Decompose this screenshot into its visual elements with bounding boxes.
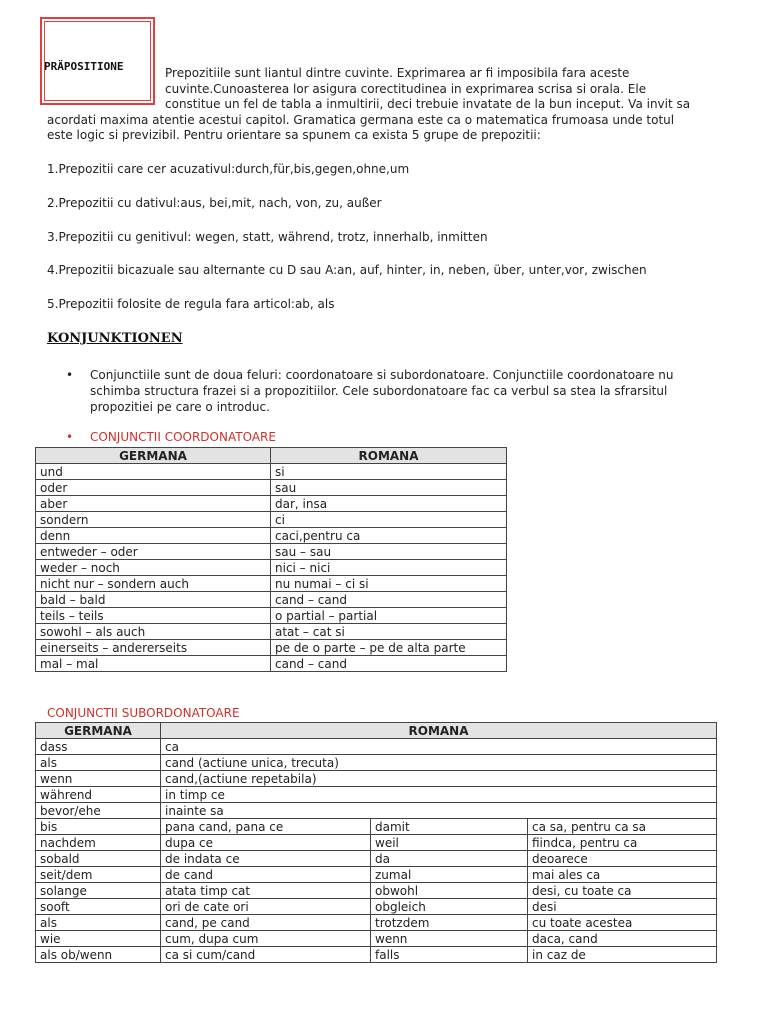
- intro-line-5: este logic si previzibil. Pentru orientare sa spunem ca exista 5 grupe de prepozitii:: [47, 128, 541, 142]
- romanian-cell: ca: [161, 739, 717, 755]
- romanian-cell: inainte sa: [161, 803, 717, 819]
- table-header-row: [36, 723, 717, 739]
- table-row: [36, 787, 717, 803]
- german-cell: trotzdem: [371, 915, 528, 931]
- romanian-cell: caci,pentru ca: [271, 528, 507, 544]
- romanian-cell: sau – sau: [271, 544, 507, 560]
- german-cell: weil: [371, 835, 528, 851]
- german-cell: damit: [371, 819, 528, 835]
- german-cell: bald – bald: [36, 592, 271, 608]
- table-row: [36, 851, 717, 867]
- table-row: [36, 512, 507, 528]
- romanian-cell: desi: [528, 899, 717, 915]
- german-cell: nicht nur – sondern auch: [36, 576, 271, 592]
- german-cell: als: [36, 915, 161, 931]
- table-row: [36, 947, 717, 963]
- table-row: [36, 560, 507, 576]
- romanian-cell: cand – cand: [271, 656, 507, 672]
- table-row: [36, 528, 507, 544]
- konj-bullet-line-2: schimba structura frazei si a propozitiilor. Cele subordonatoare fac ca verbul sa stea la sfrarsitul: [90, 384, 668, 398]
- group-two-way: 4.Prepozitii bicazuale sau alternante cu D sau A:an, auf, hinter, in, neben, über, unter,vor, zwischen: [47, 263, 647, 277]
- page-title: PRÄPOSITIONE: [44, 60, 124, 73]
- table-row: [36, 640, 507, 656]
- german-cell: sondern: [36, 512, 271, 528]
- konj-bullet-line-3: propozitiei pe care o introduc.: [90, 400, 270, 414]
- romanian-cell: nici – nici: [271, 560, 507, 576]
- column-header: GERMANA: [36, 723, 161, 739]
- german-cell: wenn: [36, 771, 161, 787]
- romanian-cell: pe de o parte – pe de alta parte: [271, 640, 507, 656]
- romanian-cell: o partial – partial: [271, 608, 507, 624]
- romanian-cell: ca si cum/cand: [161, 947, 371, 963]
- table-row: [36, 496, 507, 512]
- table-row: [36, 624, 507, 640]
- german-cell: dass: [36, 739, 161, 755]
- section-heading-konjunktionen: KONJUNKTIONEN: [47, 331, 183, 346]
- romanian-cell: de cand: [161, 867, 371, 883]
- column-header: GERMANA: [36, 448, 271, 464]
- table-row: [36, 592, 507, 608]
- romanian-cell: atata timp cat: [161, 883, 371, 899]
- romanian-cell: cand (actiune unica, trecuta): [161, 755, 717, 771]
- table-row: [36, 739, 717, 755]
- table-row: [36, 544, 507, 560]
- german-cell: denn: [36, 528, 271, 544]
- table-row: [36, 576, 507, 592]
- column-header: ROMANA: [271, 448, 507, 464]
- table-row: [36, 771, 717, 787]
- german-cell: mal – mal: [36, 656, 271, 672]
- romanian-cell: de indata ce: [161, 851, 371, 867]
- german-cell: bis: [36, 819, 161, 835]
- table-row: [36, 656, 507, 672]
- bullet-icon: •: [66, 368, 74, 382]
- german-cell: teils – teils: [36, 608, 271, 624]
- german-cell: wenn: [371, 931, 528, 947]
- romanian-cell: deoarece: [528, 851, 717, 867]
- romanian-cell: ca sa, pentru ca sa: [528, 819, 717, 835]
- group-dative: 2.Prepozitii cu dativul:aus, bei,mit, nach, von, zu, außer: [47, 196, 382, 210]
- german-cell: obwohl: [371, 883, 528, 899]
- table-row: [36, 883, 717, 899]
- german-cell: während: [36, 787, 161, 803]
- table-row: [36, 480, 507, 496]
- german-cell: und: [36, 464, 271, 480]
- romanian-cell: cand, pe cand: [161, 915, 371, 931]
- group-no-article: 5.Prepozitii folosite de regula fara articol:ab, als: [47, 297, 335, 311]
- german-cell: als: [36, 755, 161, 771]
- romanian-cell: fiindca, pentru ca: [528, 835, 717, 851]
- german-cell: obgleich: [371, 899, 528, 915]
- romanian-cell: atat – cat si: [271, 624, 507, 640]
- romanian-cell: nu numai – ci si: [271, 576, 507, 592]
- column-header: ROMANA: [161, 723, 717, 739]
- group-genitive: 3.Prepozitii cu genitivul: wegen, statt, während, trotz, innerhalb, inmitten: [47, 230, 488, 244]
- table-row: [36, 608, 507, 624]
- table-row: [36, 915, 717, 931]
- romanian-cell: dupa ce: [161, 835, 371, 851]
- german-cell: falls: [371, 947, 528, 963]
- german-cell: aber: [36, 496, 271, 512]
- romanian-cell: cu toate acestea: [528, 915, 717, 931]
- romanian-cell: daca, cand: [528, 931, 717, 947]
- romanian-cell: mai ales ca: [528, 867, 717, 883]
- german-cell: sowohl – als auch: [36, 624, 271, 640]
- intro-line-2: cuvinte.Cunoasterea lor asigura corectitudinea in exprimarea scrisa si orala. Ele: [165, 81, 647, 96]
- german-cell: als ob/wenn: [36, 947, 161, 963]
- table-row: [36, 867, 717, 883]
- title-box: [40, 17, 155, 105]
- intro-line-4: acordati maxima atentie acestui capitol. Gramatica germana este ca o matematica frumoasa unde totul: [47, 112, 675, 127]
- intro-line-3: constitue un fel de tabla a inmultirii, deci trebuie invatate de la bun inceput. Va invit sa: [165, 97, 691, 111]
- romanian-cell: dar, insa: [271, 496, 507, 512]
- table-header-row: [36, 448, 507, 464]
- table-row: [36, 464, 507, 480]
- german-cell: entweder – oder: [36, 544, 271, 560]
- table-row: [36, 899, 717, 915]
- german-cell: da: [371, 851, 528, 867]
- german-cell: bevor/ehe: [36, 803, 161, 819]
- table-row: [36, 803, 717, 819]
- german-cell: oder: [36, 480, 271, 496]
- german-cell: solange: [36, 883, 161, 899]
- romanian-cell: ori de cate ori: [161, 899, 371, 915]
- romanian-cell: desi, cu toate ca: [528, 883, 717, 899]
- romanian-cell: in timp ce: [161, 787, 717, 803]
- intro-line-1: Prepozitiile sunt liantul dintre cuvinte. Exprimarea ar fi imposibila fara aceste: [165, 66, 630, 80]
- german-cell: weder – noch: [36, 560, 271, 576]
- romanian-cell: pana cand, pana ce: [161, 819, 371, 835]
- german-cell: zumal: [371, 867, 528, 883]
- romanian-cell: sau: [271, 480, 507, 496]
- german-cell: sobald: [36, 851, 161, 867]
- romanian-cell: cand,(actiune repetabila): [161, 771, 717, 787]
- romanian-cell: si: [271, 464, 507, 480]
- coord-table: [35, 447, 507, 672]
- romanian-cell: ci: [271, 512, 507, 528]
- table-row: [36, 835, 717, 851]
- table-row: [36, 931, 717, 947]
- coord-heading: CONJUNCTII COORDONATOARE: [90, 430, 276, 444]
- german-cell: einerseits – andererseits: [36, 640, 271, 656]
- subord-heading: CONJUNCTII SUBORDONATOARE: [47, 706, 240, 720]
- table-row: [36, 755, 717, 771]
- german-cell: seit/dem: [36, 867, 161, 883]
- subord-table: [35, 722, 717, 963]
- romanian-cell: in caz de: [528, 947, 717, 963]
- romanian-cell: cand – cand: [271, 592, 507, 608]
- bullet-icon: •: [66, 430, 74, 444]
- romanian-cell: cum, dupa cum: [161, 931, 371, 947]
- german-cell: wie: [36, 931, 161, 947]
- konj-bullet-line-1: Conjunctiile sunt de doua feluri: coordonatoare si subordonatoare. Conjunctiile coordonatoare nu: [90, 368, 674, 382]
- table-row: [36, 819, 717, 835]
- german-cell: nachdem: [36, 835, 161, 851]
- german-cell: sooft: [36, 899, 161, 915]
- group-accusative: 1.Prepozitii care cer acuzativul:durch,für,bis,gegen,ohne,um: [47, 162, 410, 176]
